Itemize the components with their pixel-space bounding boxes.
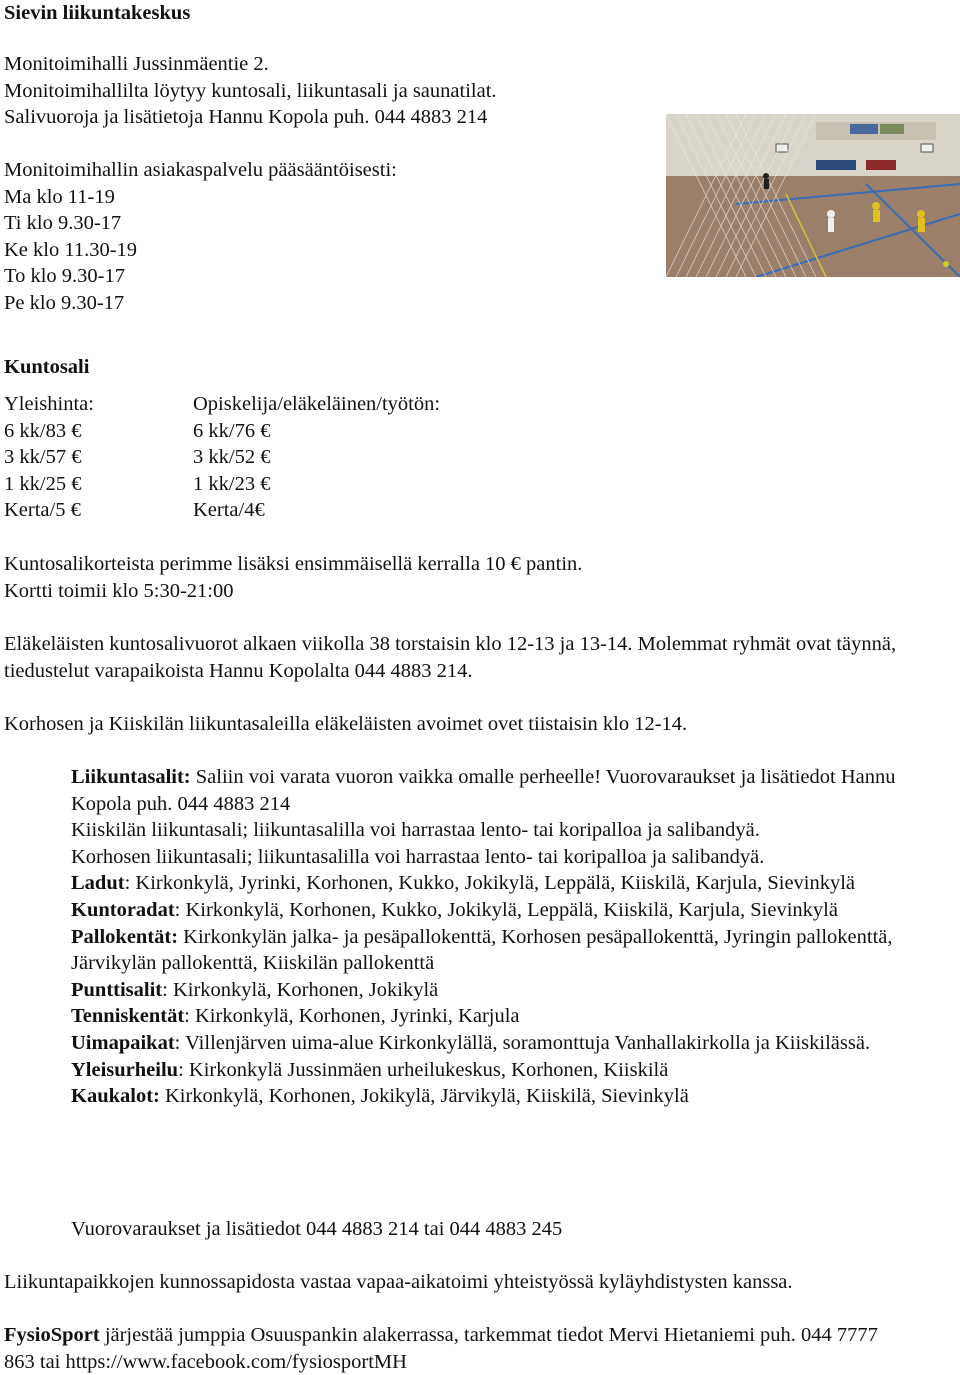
facility-text: : Villenjärven uima-alue Kirkonkylällä, soramonttuja Vanhallakirkolla ja Kiiskilässä.: [174, 1031, 871, 1054]
facilities-list: [71, 764, 956, 1110]
general-price: 3 kk/57 €: [4, 446, 82, 469]
price-row: [4, 418, 440, 445]
facility-text: : Kirkonkylä, Korhonen, Kukko, Jokikylä, Leppälä, Kiiskilä, Karjula, Sievinkylä: [174, 898, 838, 921]
reduced-price-header: Opiskelija/eläkeläinen/työtön:: [193, 393, 441, 415]
general-price: 1 kk/25 €: [4, 472, 82, 495]
opening-hours: [4, 157, 397, 317]
hours-line: Ma klo 11-19: [4, 185, 115, 208]
facility-label: Uimapaikat: [71, 1031, 175, 1054]
facility-label: Liikuntasalit:: [71, 766, 191, 788]
facility-text: : Kirkonkylä, Korhonen, Jokikylä: [162, 978, 439, 1001]
reduced-price: 3 kk/52 €: [193, 446, 271, 469]
price-row: [4, 497, 440, 524]
facility-label: Kaukalot:: [71, 1085, 160, 1108]
facility-label: Tenniskentät: [71, 1005, 185, 1028]
facility-item: [71, 924, 956, 977]
facility-label: Yleisurheilu: [71, 1058, 179, 1081]
intro-section: [4, 51, 497, 131]
facility-label: Ladut: [71, 872, 125, 895]
page-title: Sievin liikuntakeskus: [4, 2, 191, 24]
facility-text: Saliin voi varata vuoron vaikka omalle perheelle! Vuorovaraukset ja lisätiedot Hannu Kopola puh. 044 4883 214: [71, 766, 896, 815]
facility-text: : Kirkonkylä, Korhonen, Jyrinki, Karjula: [184, 1005, 520, 1028]
price-row: [4, 444, 440, 471]
facility-item: [71, 844, 956, 871]
hours-line: Ti klo 9.30-17: [4, 212, 122, 235]
hours-line: To klo 9.30-17: [4, 265, 125, 288]
hours-line: Ke klo 11.30-19: [4, 238, 138, 261]
facility-item: [71, 897, 956, 924]
hours-heading: Monitoimihallin asiakaspalvelu pääsääntöisesti:: [4, 159, 397, 181]
maintenance-note: Liikuntapaikkojen kunnossapidosta vastaa vapaa-aikatoimi yhteistyössä kyläyhdistysten kanssa.: [4, 1271, 793, 1293]
facility-item: [71, 817, 956, 844]
facility-item: [71, 1083, 956, 1110]
general-price-header: Yleishinta:: [4, 393, 94, 415]
facility-item: [71, 870, 956, 897]
intro-line: Monitoimihallilta löytyy kuntosali, liikuntasali ja saunatilat.: [4, 79, 497, 102]
facility-text: Kirkonkylän jalka- ja pesäpallokenttä, Korhosen pesäpallokenttä, Jyringin pallokenttä, Järvikylän pallokenttä, Kiiskilän pallokenttä: [71, 925, 893, 975]
fysiosport-paragraph: [4, 1322, 904, 1375]
facility-text: Kiiskilän liikuntasali; liikuntasalilla voi harrastaa lento- tai koripalloa ja salibandyä.: [71, 819, 760, 842]
price-row: [4, 471, 440, 498]
booking-contact: Vuorovaraukset ja lisätiedot 044 4883 214 tai 044 4883 245: [71, 1218, 563, 1240]
facility-text: Korhosen liikuntasali; liikuntasalilla voi harrastaa lento- tai koripalloa ja salibandyä.: [71, 845, 765, 868]
card-deposit-note: Kuntosalikorteista perimme lisäksi ensimmäisellä kerralla 10 € pantin.: [4, 553, 583, 575]
facility-label: Kuntoradat: [71, 898, 175, 921]
kuntosali-heading: Kuntosali: [4, 356, 90, 378]
pensioner-gym-paragraph: Eläkeläisten kuntosalivuorot alkaen viikolla 38 torstaisin klo 12-13 ja 13-14. Molemmat ryhmät ovat täynnä, tiedustelut varapaikoista Hannu Kopolalta 044 4883 214.: [4, 633, 897, 682]
card-hours: Kortti toimii klo 5:30-21:00: [4, 579, 234, 602]
sports-hall-photo: [666, 114, 960, 277]
facility-text: : Kirkonkylä, Jyrinki, Korhonen, Kukko, Jokikylä, Leppälä, Kiiskilä, Karjula, Sievinkylä: [124, 872, 856, 895]
facility-label: Pallokentät:: [71, 925, 179, 948]
intro-line: Salivuoroja ja lisätietoja Hannu Kopola puh. 044 4883 214: [4, 106, 488, 129]
reduced-price: Kerta/4€: [193, 499, 265, 522]
open-doors-paragraph: Korhosen ja Kiiskilän liikuntasaleilla eläkeläisten avoimet ovet tiistaisin klo 12-14.: [4, 713, 688, 735]
intro-line: Monitoimihalli Jussinmäentie 2.: [4, 53, 269, 75]
hours-line: Pe klo 9.30-17: [4, 291, 125, 314]
facility-text: Kirkonkylä, Korhonen, Jokikylä, Järvikylä, Kiiskilä, Sievinkylä: [159, 1085, 689, 1108]
facility-item: [71, 1057, 956, 1084]
facility-item: [71, 1030, 956, 1057]
card-info: [4, 551, 582, 604]
facility-item: [71, 764, 956, 817]
fysiosport-label: FysioSport: [4, 1324, 100, 1346]
facility-label: Punttisalit: [71, 978, 163, 1001]
fysiosport-text: järjestää jumppia Osuuspankin alakerrassa, tarkemmat tiedot Mervi Hietaniemi puh. 044 7777 863 tai https://www.facebook.com/fysiosportMH: [4, 1324, 878, 1373]
price-table: [4, 391, 440, 524]
price-header-row: [4, 391, 440, 418]
reduced-price: 6 kk/76 €: [193, 419, 271, 442]
facility-text: : Kirkonkylä Jussinmäen urheilukeskus, Korhonen, Kiiskilä: [178, 1058, 669, 1081]
general-price: Kerta/5 €: [4, 499, 81, 522]
general-price: 6 kk/83 €: [4, 419, 82, 442]
facility-item: [71, 1003, 956, 1030]
reduced-price: 1 kk/23 €: [193, 472, 271, 495]
facility-item: [71, 977, 956, 1004]
